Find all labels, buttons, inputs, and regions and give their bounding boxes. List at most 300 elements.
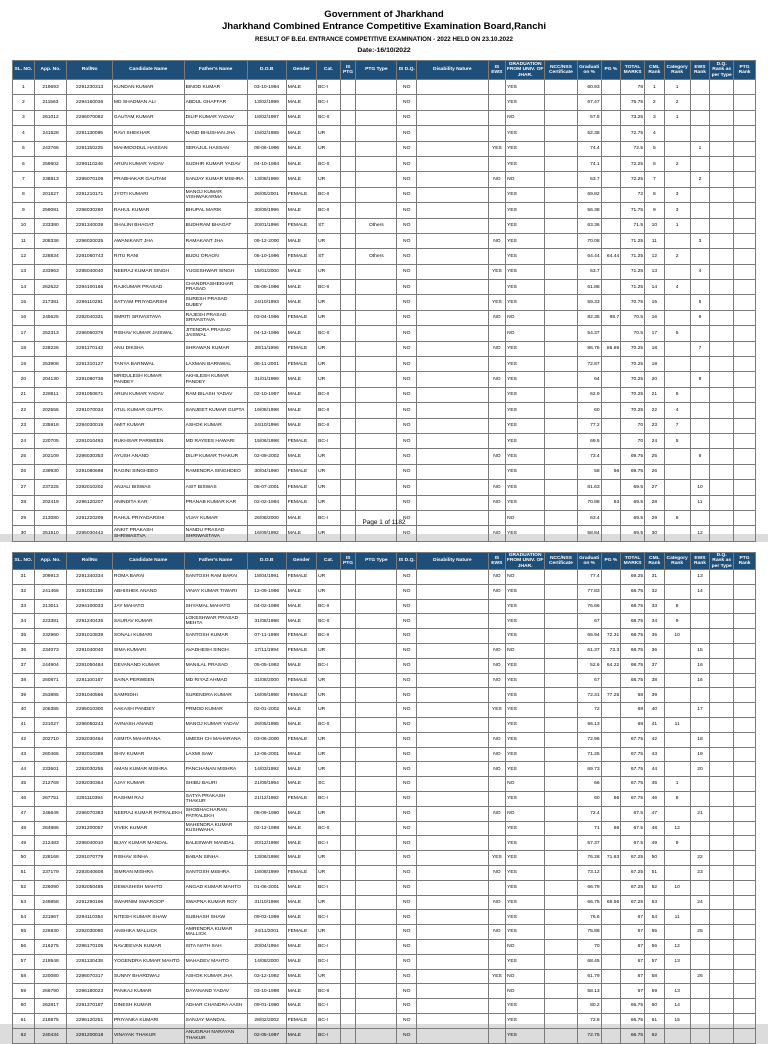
cell-pg-percent xyxy=(601,732,621,747)
cell-ptg-type xyxy=(356,372,397,387)
cell-dob: 08-09-1990 xyxy=(247,806,286,821)
cell-is-ptg xyxy=(340,326,355,341)
cell-candidate-name: RUKHSAR PARWEEN xyxy=(112,433,184,448)
cell-roll-no: 2296050243 xyxy=(67,717,113,732)
cell-ptg-rank xyxy=(734,449,756,464)
table-row xyxy=(13,80,756,95)
cell-is-ews: NO xyxy=(488,806,505,821)
cell-category-rank xyxy=(664,464,690,479)
cell-ews-rank: 1 xyxy=(690,141,710,156)
cell-dob: 05-07-2001 xyxy=(247,480,286,495)
cell-sl-no: 27 xyxy=(13,480,35,495)
cell-is-ptg xyxy=(340,156,355,171)
cell-roll-no: 2295040040 xyxy=(67,264,113,279)
cell-ptg-rank xyxy=(734,233,756,248)
cell-dob: 01-06-2001 xyxy=(247,880,286,895)
cell-ncc-nss xyxy=(545,658,578,673)
table-row xyxy=(13,570,756,585)
cell-ews-rank xyxy=(690,910,710,925)
cell-is-dq: NO xyxy=(397,1028,417,1043)
government-title: Government of Jharkhand xyxy=(324,9,444,20)
cell-gender: MALE xyxy=(286,614,316,629)
cell-total-marks: 67.25 xyxy=(621,865,645,880)
cell-is-dq: NO xyxy=(397,326,417,341)
column-header-ncc-nss: NCC/NSS Certificate xyxy=(545,61,578,80)
cell-pg-percent xyxy=(601,954,621,969)
cell-category-rank xyxy=(664,673,690,688)
cell-is-ews: YES xyxy=(488,295,505,310)
cell-gender: FEMALE xyxy=(286,480,316,495)
cell-candidate-name: SMRITI SRIVASTAVA xyxy=(112,310,184,325)
cell-graduation-percent: 70 xyxy=(577,939,601,954)
cell-category: UR xyxy=(317,643,341,658)
table-row xyxy=(13,895,756,910)
cell-dob: 30/09/1996 xyxy=(247,203,286,218)
cell-dq-rank xyxy=(710,732,734,747)
cell-pg-percent: 63 xyxy=(601,495,621,510)
cell-sl-no: 37 xyxy=(13,658,35,673)
cell-dq-rank xyxy=(710,806,734,821)
cell-ews-rank xyxy=(690,777,710,792)
cell-sl-no: 60 xyxy=(13,999,35,1014)
cell-ews-rank xyxy=(690,218,710,233)
cell-category: BC-I xyxy=(317,939,341,954)
cell-graduation-percent: 74.4 xyxy=(577,141,601,156)
cell-graduation-percent: 70.08 xyxy=(577,233,601,248)
table-row xyxy=(13,172,756,187)
cell-total-marks: 67 xyxy=(621,925,645,940)
cell-ews-rank: 5 xyxy=(690,295,710,310)
cell-is-dq: NO xyxy=(397,865,417,880)
cell-category-rank: 7 xyxy=(664,418,690,433)
cell-is-ptg xyxy=(340,387,355,402)
cell-cml-rank: 21 xyxy=(645,387,665,402)
cell-is-ptg xyxy=(340,836,355,851)
table-row xyxy=(13,295,756,310)
cell-is-ews: NO xyxy=(488,570,505,585)
cell-category-rank: 12 xyxy=(664,939,690,954)
cell-cml-rank: 13 xyxy=(645,264,665,279)
table-row xyxy=(13,357,756,372)
cell-dob: 18/02/1997 xyxy=(247,110,286,125)
cell-category-rank xyxy=(664,126,690,141)
table-row xyxy=(13,999,756,1014)
cell-is-ptg xyxy=(340,895,355,910)
cell-is-ews xyxy=(488,777,505,792)
cell-dob: 04-10-1994 xyxy=(247,156,286,171)
cell-ncc-nss xyxy=(545,865,578,880)
cell-graduation-jharkhand: YES xyxy=(506,495,545,510)
cell-graduation-percent: 72.87 xyxy=(577,357,601,372)
cell-pg-percent: 64.22 xyxy=(601,658,621,673)
cell-dob: 05-10-1996 xyxy=(247,249,286,264)
cell-disability-nature xyxy=(417,95,489,110)
table-row xyxy=(13,910,756,925)
cell-cml-rank: 53 xyxy=(645,895,665,910)
cell-app-no: 228226 xyxy=(34,341,67,356)
cell-ptg-type xyxy=(356,280,397,295)
cell-cml-rank: 39 xyxy=(645,688,665,703)
cell-ptg-rank xyxy=(734,1028,756,1043)
cell-sl-no: 50 xyxy=(13,851,35,866)
cell-disability-nature xyxy=(417,880,489,895)
cell-dob: 13/08/1999 xyxy=(247,172,286,187)
cell-ncc-nss xyxy=(545,643,578,658)
cell-gender: MALE xyxy=(286,449,316,464)
cell-category: BC-I xyxy=(317,1013,341,1028)
cell-is-dq: NO xyxy=(397,806,417,821)
cell-category-rank xyxy=(664,526,690,541)
cell-ncc-nss xyxy=(545,357,578,372)
table-row xyxy=(13,762,756,777)
table-row xyxy=(13,954,756,969)
cell-father-name: JITENDRA PRASAD JAISWAL xyxy=(184,326,247,341)
cell-dq-rank xyxy=(710,357,734,372)
cell-is-dq: NO xyxy=(397,480,417,495)
cell-ptg-type xyxy=(356,464,397,479)
cell-dq-rank xyxy=(710,495,734,510)
cell-gender: MALE xyxy=(286,703,316,718)
cell-ncc-nss xyxy=(545,218,578,233)
cell-is-ews: YES xyxy=(488,141,505,156)
cell-is-dq: NO xyxy=(397,249,417,264)
cell-pg-percent xyxy=(601,1028,621,1043)
cell-graduation-jharkhand: YES xyxy=(506,433,545,448)
cell-ptg-type xyxy=(356,418,397,433)
cell-ptg-rank xyxy=(734,80,756,95)
cell-category-rank xyxy=(664,895,690,910)
cell-is-ews xyxy=(488,80,505,95)
column-header-total-marks: TOTAL MARKS xyxy=(621,61,645,80)
cell-is-ews xyxy=(488,999,505,1014)
cell-ptg-rank xyxy=(734,110,756,125)
cell-app-no: 219548 xyxy=(34,954,67,969)
cell-ews-rank xyxy=(690,203,710,218)
cell-sl-no: 40 xyxy=(13,703,35,718)
cell-sl-no: 52 xyxy=(13,880,35,895)
cell-cml-rank: 61 xyxy=(645,1013,665,1028)
table-row xyxy=(13,821,756,836)
cell-is-dq: NO xyxy=(397,403,417,418)
cell-roll-no: 2291340334 xyxy=(67,570,113,585)
cell-dq-rank xyxy=(710,387,734,402)
cell-gender: MALE xyxy=(286,821,316,836)
cell-graduation-percent: 71.25 xyxy=(577,747,601,762)
cell-category-rank xyxy=(664,141,690,156)
cell-ncc-nss xyxy=(545,187,578,202)
cell-sl-no: 55 xyxy=(13,925,35,940)
cell-dq-rank xyxy=(710,821,734,836)
cell-app-no: 243766 xyxy=(34,141,67,156)
cell-sl-no: 16 xyxy=(13,310,35,325)
cell-ptg-type xyxy=(356,110,397,125)
column-header-graduation-jharkhand: GRADUATION FROM UNIV. OF JHAR. xyxy=(506,62,544,78)
cell-ptg-type xyxy=(356,326,397,341)
cell-dob: 31/10/1998 xyxy=(247,895,286,910)
cell-is-ews xyxy=(488,717,505,732)
cell-total-marks: 75.75 xyxy=(621,95,645,110)
column-header-dq-rank: D.Q. Rank as per Type xyxy=(711,62,732,78)
cell-candidate-name: NEERAJ KUMAR SINGH xyxy=(112,264,184,279)
cell-candidate-name: ROMA BARAI xyxy=(112,570,184,585)
cell-father-name: ASHOK KUMAR xyxy=(184,418,247,433)
cell-ptg-type xyxy=(356,403,397,418)
cell-pg-percent xyxy=(601,673,621,688)
cell-father-name: NANDU PRASAD SHRIWASTAVA xyxy=(184,526,247,541)
cell-sl-no: 2 xyxy=(13,95,35,110)
table-row xyxy=(13,156,756,171)
cell-sl-no: 38 xyxy=(13,673,35,688)
cell-dq-rank xyxy=(710,403,734,418)
cell-disability-nature xyxy=(417,495,489,510)
cell-app-no: 267751 xyxy=(34,791,67,806)
cell-gender: MALE xyxy=(286,280,316,295)
cell-category-rank: 8 xyxy=(664,599,690,614)
cell-is-dq: NO xyxy=(397,449,417,464)
cell-gender: MALE xyxy=(286,141,316,156)
column-header-candidate-name: Candidate Name xyxy=(112,61,184,80)
cell-is-dq: NO xyxy=(397,954,417,969)
cell-ptg-type xyxy=(356,341,397,356)
cell-ptg-type xyxy=(356,495,397,510)
cell-graduation-percent: 66.79 xyxy=(577,880,601,895)
cell-is-ptg xyxy=(340,1013,355,1028)
table-row xyxy=(13,387,756,402)
cell-pg-percent xyxy=(601,717,621,732)
cell-dob: 16/09/1998 xyxy=(247,688,286,703)
column-header-ptg-rank: PTG Rank xyxy=(734,61,756,80)
cell-graduation-percent: 80.2 xyxy=(577,999,601,1014)
cell-disability-nature xyxy=(417,821,489,836)
cell-total-marks: 69.5 xyxy=(621,480,645,495)
cell-cml-rank: 26 xyxy=(645,464,665,479)
cell-dq-rank xyxy=(710,526,734,541)
cell-total-marks: 67.25 xyxy=(621,880,645,895)
table-row xyxy=(13,777,756,792)
cell-cml-rank: 35 xyxy=(645,629,665,644)
cell-is-ews xyxy=(488,280,505,295)
cell-cml-rank: 25 xyxy=(645,449,665,464)
cell-candidate-name: SAINA PERWEEN xyxy=(112,673,184,688)
cell-category-rank xyxy=(664,172,690,187)
cell-pg-percent xyxy=(601,584,621,599)
cell-graduation-jharkhand: NO xyxy=(506,510,545,525)
cell-graduation-jharkhand: NO xyxy=(506,326,545,341)
cell-is-dq: NO xyxy=(397,895,417,910)
cell-ncc-nss xyxy=(545,433,578,448)
cell-is-dq: NO xyxy=(397,156,417,171)
table-row xyxy=(13,449,756,464)
cell-ews-rank xyxy=(690,599,710,614)
cell-app-no: 226090 xyxy=(34,880,67,895)
cell-is-dq: NO xyxy=(397,821,417,836)
table-row xyxy=(13,187,756,202)
cell-total-marks: 72.5 xyxy=(621,141,645,156)
cell-cml-rank: 31 xyxy=(645,570,665,585)
column-header-graduation-percent: Graduati on % xyxy=(577,553,601,570)
cell-is-ews xyxy=(488,387,505,402)
cell-is-dq: NO xyxy=(397,387,417,402)
cell-total-marks: 72.25 xyxy=(621,156,645,171)
cell-graduation-jharkhand: YES xyxy=(506,449,545,464)
cell-ptg-rank xyxy=(734,703,756,718)
cell-disability-nature xyxy=(417,172,489,187)
cell-sl-no: 6 xyxy=(13,156,35,171)
cell-dq-rank xyxy=(710,449,734,464)
cell-gender: MALE xyxy=(286,372,316,387)
cell-app-no: 213011 xyxy=(34,599,67,614)
cell-ptg-type: Others xyxy=(356,218,397,233)
cell-ews-rank: 25 xyxy=(690,925,710,940)
cell-cml-rank: 42 xyxy=(645,732,665,747)
cell-gender: MALE xyxy=(286,126,316,141)
cell-ptg-rank xyxy=(734,717,756,732)
cell-dob: 09-01-1990 xyxy=(247,999,286,1014)
cell-dob: 04-12-1996 xyxy=(247,326,286,341)
cell-graduation-percent: 60.93 xyxy=(577,80,601,95)
cell-graduation-percent: 57.37 xyxy=(577,836,601,851)
column-header-category-rank: Category Rank xyxy=(664,61,690,80)
cell-ptg-rank xyxy=(734,643,756,658)
cell-gender: FEMALE xyxy=(286,629,316,644)
cell-graduation-percent: 69.73 xyxy=(577,762,601,777)
cell-app-no: 220080 xyxy=(34,969,67,984)
cell-app-no: 218875 xyxy=(34,1013,67,1028)
cell-father-name: BUDU ORAON xyxy=(184,249,247,264)
cell-roll-no: 2291200057 xyxy=(67,821,113,836)
cell-ptg-rank xyxy=(734,880,756,895)
cell-ncc-nss xyxy=(545,387,578,402)
cell-app-no: 253908 xyxy=(34,357,67,372)
cell-dob: 15/01/2000 xyxy=(247,264,286,279)
cell-candidate-name: ASMITA MAHARANA xyxy=(112,732,184,747)
cell-category: BC-I xyxy=(317,836,341,851)
cell-disability-nature xyxy=(417,939,489,954)
cell-is-dq: NO xyxy=(397,264,417,279)
cell-app-no: 228611 xyxy=(34,387,67,402)
cell-ptg-rank xyxy=(734,688,756,703)
cell-category-rank: 12 xyxy=(664,821,690,836)
cell-graduation-jharkhand: YES xyxy=(506,156,545,171)
cell-ncc-nss xyxy=(545,806,578,821)
cell-candidate-name: AMAN KUMAR MISHRA xyxy=(112,762,184,777)
cell-roll-no: 2291150225 xyxy=(67,141,113,156)
cell-gender: MALE xyxy=(286,777,316,792)
cell-cml-rank: 7 xyxy=(645,172,665,187)
cell-gender: FEMALE xyxy=(286,218,316,233)
cell-ptg-type xyxy=(356,806,397,821)
cell-pg-percent xyxy=(601,526,621,541)
table-row xyxy=(13,433,756,448)
cell-disability-nature xyxy=(417,449,489,464)
cell-ncc-nss xyxy=(545,791,578,806)
cell-is-ews xyxy=(488,95,505,110)
cell-graduation-jharkhand: YES xyxy=(506,403,545,418)
cell-pg-percent xyxy=(601,806,621,821)
cell-total-marks: 67 xyxy=(621,939,645,954)
cell-ews-rank xyxy=(690,387,710,402)
cell-category-rank xyxy=(664,341,690,356)
cell-app-no: 211563 xyxy=(34,95,67,110)
cell-is-dq: NO xyxy=(397,777,417,792)
cell-app-no: 221967 xyxy=(34,910,67,925)
cell-ews-rank xyxy=(690,629,710,644)
cell-is-ptg xyxy=(340,821,355,836)
cell-father-name: CHANDRASHEKHAR PRASAD xyxy=(184,280,247,295)
cell-gender: FEMALE xyxy=(286,495,316,510)
cell-father-name: SUDHIR KUMAR YADAV xyxy=(184,156,247,171)
cell-gender: MALE xyxy=(286,747,316,762)
cell-father-name: YUGESHWAR SINGH xyxy=(184,264,247,279)
column-header-cml-rank: CML Rank xyxy=(645,553,665,570)
cell-ptg-rank xyxy=(734,821,756,836)
cell-roll-no: 2296070317 xyxy=(67,969,113,984)
cell-ncc-nss xyxy=(545,851,578,866)
cell-is-ptg xyxy=(340,584,355,599)
cell-category: UR xyxy=(317,969,341,984)
cell-is-ews: NO xyxy=(488,762,505,777)
cell-disability-nature xyxy=(417,156,489,171)
cell-category: BC-I xyxy=(317,95,341,110)
cell-sl-no: 61 xyxy=(13,1013,35,1028)
cell-graduation-percent: 77.83 xyxy=(577,584,601,599)
cell-cml-rank: 8 xyxy=(645,187,665,202)
cell-ptg-rank xyxy=(734,280,756,295)
cell-dq-rank xyxy=(710,673,734,688)
cell-dq-rank xyxy=(710,264,734,279)
cell-total-marks: 67.75 xyxy=(621,732,645,747)
cell-is-ptg xyxy=(340,999,355,1014)
cell-category: UR xyxy=(317,295,341,310)
cell-ptg-type xyxy=(356,599,397,614)
cell-graduation-percent: 72.4 xyxy=(577,806,601,821)
cell-total-marks: 67.25 xyxy=(621,851,645,866)
cell-candidate-name: SIMRAN MISHRA xyxy=(112,865,184,880)
cell-roll-no: 2296060376 xyxy=(67,326,113,341)
cell-total-marks: 67 xyxy=(621,969,645,984)
cell-is-ews: NO xyxy=(488,865,505,880)
cell-graduation-jharkhand: YES xyxy=(506,264,545,279)
cell-is-ews xyxy=(488,791,505,806)
cell-dq-rank xyxy=(710,480,734,495)
cell-dq-rank xyxy=(710,295,734,310)
cell-is-ews xyxy=(488,249,505,264)
cell-is-dq: NO xyxy=(397,280,417,295)
cell-total-marks: 71.25 xyxy=(621,233,645,248)
cell-category: UR xyxy=(317,688,341,703)
cell-category-rank: 13 xyxy=(664,954,690,969)
cell-is-dq: NO xyxy=(397,1013,417,1028)
cell-candidate-name: SAURAV KUMAR xyxy=(112,614,184,629)
cell-is-ews xyxy=(488,203,505,218)
cell-ptg-type xyxy=(356,658,397,673)
cell-ptg-type xyxy=(356,836,397,851)
cell-gender: MALE xyxy=(286,851,316,866)
cell-pg-percent: 68 xyxy=(601,821,621,836)
cell-category: BC-II xyxy=(317,418,341,433)
cell-cml-rank: 10 xyxy=(645,218,665,233)
cell-dq-rank xyxy=(710,629,734,644)
column-header-ews-rank: EWS Rank xyxy=(690,61,710,80)
cell-candidate-name: ANINDITA KAR xyxy=(112,495,184,510)
cell-graduation-jharkhand: YES xyxy=(506,141,545,156)
cell-father-name: VIJAY KUMAR xyxy=(184,510,247,525)
cell-is-ptg xyxy=(340,403,355,418)
cell-category-rank: 11 xyxy=(664,717,690,732)
cell-category: BC-I xyxy=(317,433,341,448)
cell-sl-no: 32 xyxy=(13,584,35,599)
cell-total-marks: 71.25 xyxy=(621,249,645,264)
